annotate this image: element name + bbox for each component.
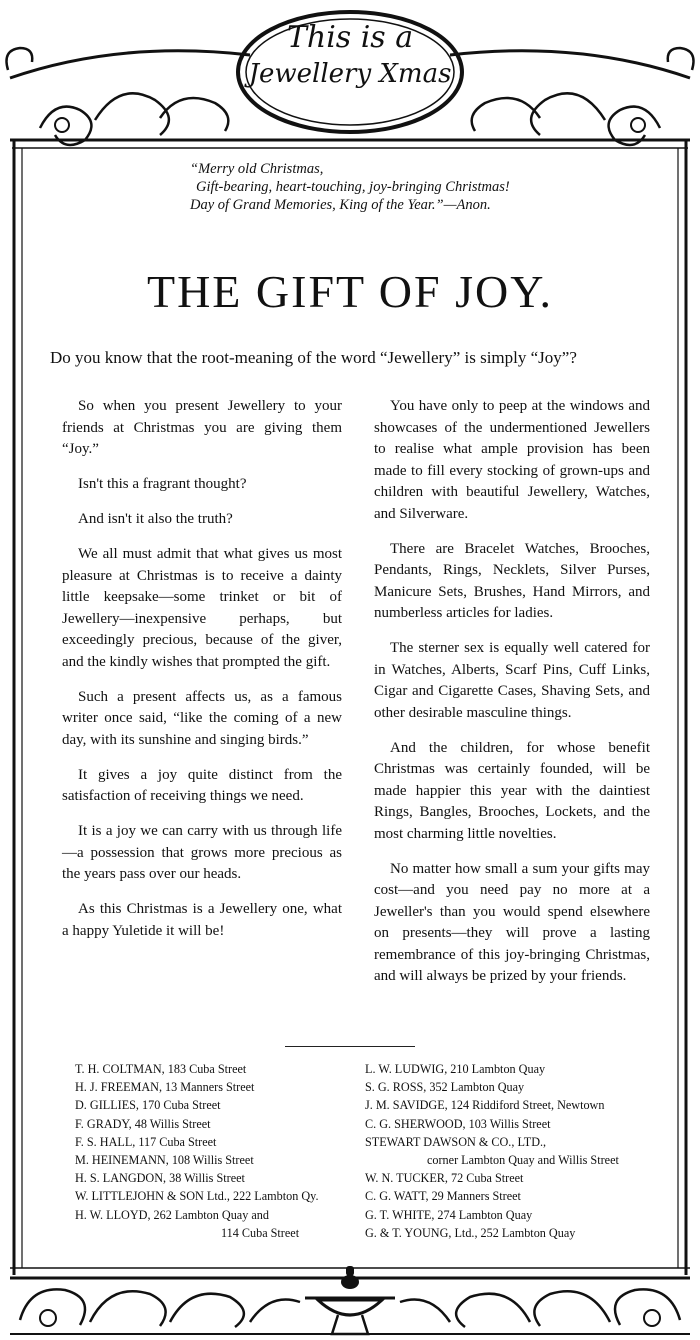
jeweller-entry: G. & T. YOUNG, Ltd., 252 Lambton Quay [365,1225,576,1240]
paragraph: No matter how small a sum your gifts may cost—and you need pay no more at a Jeweller's than you would spend elsewhere on presents—they will prove a lasting remembrance of this joy-bringing Christmas, and will always be prized by your friends. [374,860,650,984]
jewellers-list-right [365,1060,619,1242]
paragraph: It is a joy we can carry with us through life—a possession that grows more precious as the years pass over our heads. [62,823,342,882]
paragraph: And the children, for whose benefit Christmas was certainly founded, will be made happier this year with the daintiest Rings, Bangles, Brooches, Lockets, and the most charming little novelties. [374,739,650,842]
paragraph: It gives a joy quite distinct from the satisfaction of receiving things we need. [62,766,342,804]
jeweller-entry: H. J. FREEMAN, 13 Manners Street [75,1080,255,1095]
quote-line: Day of Grand Memories, King of the Year.”—Anon. [190,197,491,213]
paragraph: Isn't this a fragrant thought? [78,476,247,492]
jeweller-entry: H. S. LANGDON, 38 Willis Street [75,1171,245,1186]
quote-line: Gift-bearing, heart-touching, joy-bringing Christmas! [196,179,510,195]
jeweller-entry-continued: 114 Cuba Street [221,1225,300,1240]
jeweller-entry: W. N. TUCKER, 72 Cuba Street [365,1171,524,1186]
paragraph: The sterner sex is equally well catered for in Watches, Alberts, Scarf Pins, Cuff Links, Cigar and Cigarette Cases, Shaving Sets, and other desirable masculine things. [374,640,650,721]
jeweller-entry: T. H. COLTMAN, 183 Cuba Street [75,1062,247,1076]
jeweller-entry: W. LITTLEJOHN & SON Ltd., 222 Lambton Qy. [75,1189,319,1204]
epigraph-quote [190,160,570,214]
left-column [62,396,342,956]
paragraph: Such a present affects us, as a famous writer once said, “like the coming of a new day, with its sunshine and singing birds.” [62,688,342,748]
headline: THE GIFT OF JOY. [146,266,554,317]
paragraph: You have only to peep at the windows and showcases of the undermentioned Jewellers to realise what ample provision has been made to fill every stocking of grown-ups and children with beautiful Jewellery, Watches, and Silverware. [374,398,650,522]
jeweller-entry: S. G. ROSS, 352 Lambton Quay [365,1080,525,1095]
right-column [374,396,650,1001]
divider-rule [285,1046,415,1047]
jeweller-entry: H. W. LLOYD, 262 Lambton Quay and [75,1207,269,1222]
jeweller-entry: L. W. LUDWIG, 210 Lambton Quay [365,1062,546,1076]
jeweller-entry: D. GILLIES, 170 Cuba Street [75,1098,221,1113]
jeweller-entry: STEWART DAWSON & CO., LTD., [365,1134,547,1149]
paragraph: And isn't it also the truth? [78,511,233,527]
quote-line: “Merry old Christmas, [190,161,324,177]
jeweller-entry: M. HEINEMANN, 108 Willis Street [75,1153,254,1168]
jeweller-entry-continued: corner Lambton Quay and Willis Street [427,1153,619,1168]
paragraph: There are Bracelet Watches, Brooches, Pendants, Rings, Necklets, Silver Purses, Manicure Sets, Brushes, Hand Mirrors, and numberless articles for ladies. [374,540,650,621]
jeweller-entry: C. G. WATT, 29 Manners Street [365,1189,521,1204]
jeweller-entry: F. S. HALL, 117 Cuba Street [75,1134,217,1149]
paragraph: So when you present Jewellery to your friends at Christmas you are giving them “Joy.” [62,398,342,457]
jeweller-entry: F. GRADY, 48 Willis Street [75,1116,211,1131]
paragraph: We all must admit that what gives us most pleasure at Christmas is to receive a dainty little keepsake—some trinket or bit of Jewellery—inexpensive perhaps, but exceedingly precious, because of the giver, and the kindly wishes that prompted the gift. [62,546,342,670]
jeweller-entry: J. M. SAVIDGE, 124 Riddiford Street, Newtown [365,1098,605,1113]
jeweller-entry: C. G. SHERWOOD, 103 Willis Street [365,1116,551,1131]
banner-line-2: Jewellery Xmas [248,59,452,89]
jewellers-list-left [75,1060,319,1242]
jeweller-entry: G. T. WHITE, 274 Lambton Quay [365,1207,533,1222]
banner-line-1: This is a [286,20,414,55]
lead-question: Do you know that the root-meaning of the word “Jewellery” is simply “Joy”? [50,348,577,367]
paragraph: As this Christmas is a Jewellery one, what a happy Yuletide it will be! [62,901,342,939]
